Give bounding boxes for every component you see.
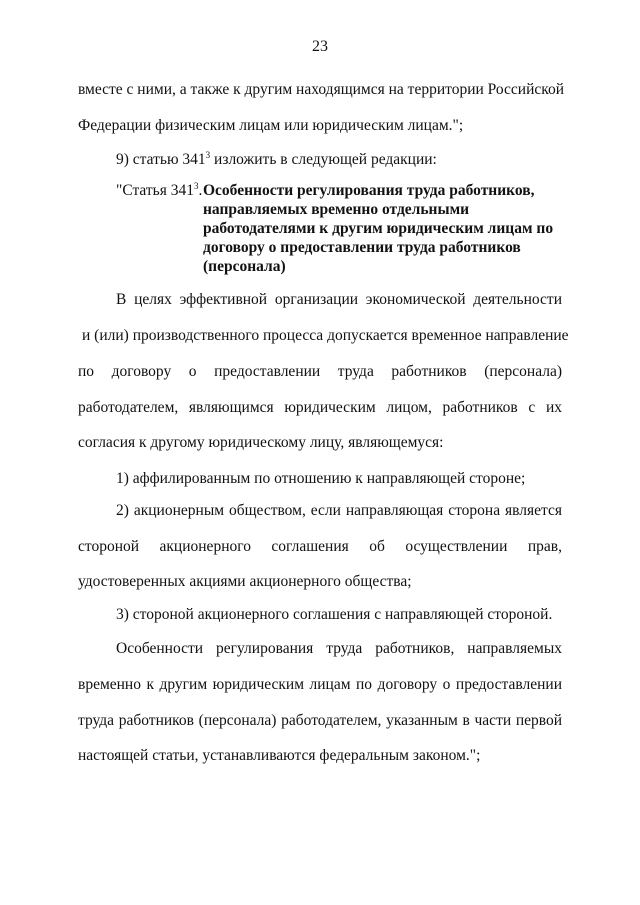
text-line: вместе с ними, а также к другим находящимся на территории Российской — [78, 81, 565, 98]
text-line: временно к другим юридическим лицам по договору о предоставлении — [78, 676, 562, 693]
article-dot: . — [198, 182, 203, 199]
text-line: 1) аффилированным по отношению к направляющей стороне; — [116, 470, 526, 487]
superscript: 3 — [194, 181, 199, 191]
text-line: 3) стороной акционерного соглашения с направляющей стороной. — [116, 606, 553, 623]
item-number: 9) статью 341 — [116, 151, 206, 168]
article-heading-prefix — [116, 181, 202, 201]
article-title-line: договору о предоставлении труда работников — [203, 239, 521, 256]
article-title — [203, 181, 553, 276]
text-line: В целях эффективной организации экономической деятельности — [116, 291, 562, 308]
text-line: Особенности регулирования труда работников, направляемых — [116, 640, 562, 657]
text-line: согласия к другому юридическому лицу, являющемуся: — [78, 434, 444, 451]
article-title-line: направляемых временно отдельными — [203, 201, 470, 218]
text-line: Федерации физическим лицам или юридическим лицам."; — [78, 117, 464, 134]
article-title-line: Особенности регулирования труда работников, — [203, 182, 535, 199]
text-line: работодателем, являющимся юридическим лицом, работников с их — [78, 399, 562, 416]
text-line: 2) акционерным обществом, если направляющая сторона является — [116, 502, 562, 519]
text-line: настоящей статьи, устанавливаются федеральным законом."; — [78, 747, 481, 764]
item-text: изложить в следующей редакции: — [210, 151, 437, 168]
page-number: 23 — [312, 38, 328, 55]
superscript: 3 — [205, 150, 211, 160]
text-line: по договору о предоставлении труда работников (персонала) — [78, 363, 562, 380]
text-line — [116, 150, 562, 170]
text-line: стороной акционерного соглашения об осуществлении прав, — [78, 538, 562, 555]
text-line: удостоверенных акциями акционерного общества; — [78, 573, 412, 590]
article-title-line: работодателями к другим юридическим лицам по — [203, 220, 554, 237]
text-line: труда работников (персонала) работодателем, указанным в части первой — [78, 712, 562, 729]
article-label: "Статья 341 — [116, 182, 194, 199]
article-title-line: (персонала) — [203, 258, 286, 275]
text-line: и (или) производственного процесса допускается временное направление — [82, 327, 569, 344]
